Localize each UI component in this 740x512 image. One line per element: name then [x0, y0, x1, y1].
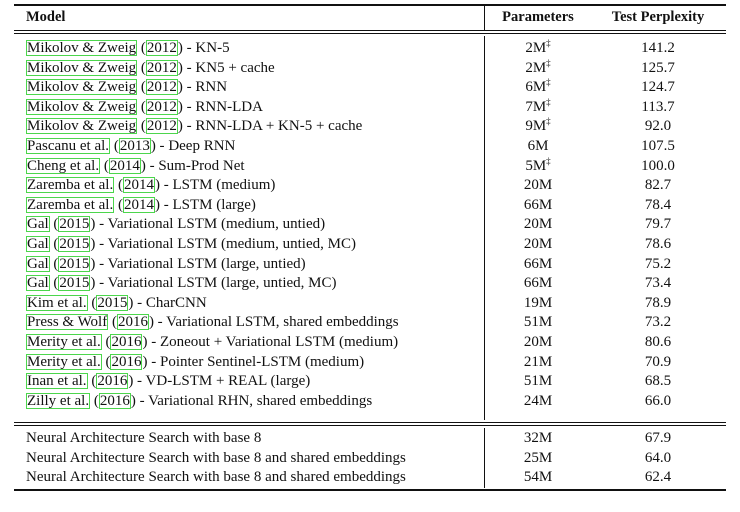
- model-description: KN5 + cache: [195, 59, 275, 76]
- table-row: [14, 39, 726, 58]
- table-row: [14, 137, 726, 156]
- citation-author-link[interactable]: Mikolov & Zweig: [27, 98, 137, 115]
- table-row: [14, 313, 726, 332]
- parameters-value: 51M: [523, 373, 553, 390]
- model-description: Variational LSTM (large, untied, MC): [107, 275, 337, 292]
- parameters-cell: [490, 176, 586, 195]
- perplexity-cell: 107.5: [641, 138, 675, 154]
- parameters-value: 20M: [523, 216, 553, 233]
- parameters-value: 24M: [523, 392, 553, 409]
- header-rule-1: [14, 30, 726, 31]
- citation-year-link[interactable]: 2014: [109, 157, 140, 174]
- perplexity-cell: 75.2: [644, 255, 672, 272]
- perplexity-cell: 67.9: [644, 430, 672, 446]
- citation-year-link[interactable]: 2015: [59, 216, 90, 233]
- model-cell: Zaremba et al. (2014) - LSTM (medium): [27, 177, 276, 194]
- header-rule-2: [14, 33, 726, 34]
- parameters-value: 9M: [525, 118, 547, 135]
- header-parameters: Parameters: [502, 9, 574, 25]
- parameters-value: 6M: [525, 79, 547, 96]
- parameters-value: 20M: [523, 236, 553, 252]
- perplexity-cell: 79.7: [644, 216, 672, 233]
- citation-year-link[interactable]: 2012: [146, 40, 177, 56]
- model-description: RNN-LDA + KN-5 + cache: [195, 118, 363, 135]
- footnote-mark: ‡: [546, 155, 551, 166]
- perplexity-cell: 78.9: [644, 294, 672, 311]
- perplexity-cell: 113.7: [641, 98, 675, 115]
- parameters-cell: [490, 215, 586, 234]
- model-cell: Mikolov & Zweig (2012) - RNN-LDA: [27, 98, 263, 115]
- citation-author-link[interactable]: Zaremba et al.: [27, 177, 114, 194]
- table-row: [14, 294, 726, 313]
- table-row: [14, 274, 726, 293]
- parameters-value: 2M: [525, 59, 547, 76]
- citation-author-link[interactable]: Zilly et al.: [27, 392, 90, 409]
- parameters-cell: 54M: [523, 469, 553, 486]
- parameters-cell: [490, 235, 586, 254]
- parameters-cell: [490, 157, 586, 176]
- parameters-cell: [490, 392, 586, 411]
- footnote-mark: ‡: [546, 38, 551, 48]
- citation-author-link[interactable]: Gal: [27, 236, 49, 252]
- column-divider-header: [484, 5, 485, 30]
- parameters-cell: [490, 353, 586, 372]
- perplexity-cell: 124.7: [641, 79, 675, 96]
- table-row: [14, 392, 726, 411]
- model-description: Variational LSTM (large, untied): [107, 255, 306, 272]
- model-cell: Mikolov & Zweig (2012) - KN-5: [27, 40, 230, 56]
- table-row: [14, 429, 726, 448]
- perplexity-cell: 92.0: [644, 118, 672, 135]
- model-cell: Neural Architecture Search with base 8 and shared embeddings: [26, 449, 406, 466]
- model-description: VD-LSTM + REAL (large): [145, 373, 311, 390]
- table-row: [14, 255, 726, 274]
- parameters-cell: [490, 294, 586, 313]
- parameters-value: 19M: [523, 294, 553, 311]
- citation-author-link[interactable]: Pascanu et al.: [27, 138, 110, 154]
- table-row: [14, 98, 726, 117]
- model-description: RNN-LDA: [195, 98, 263, 115]
- table-row: [14, 372, 726, 391]
- citation-author-link[interactable]: Inan et al.: [27, 373, 87, 390]
- top-rule: [14, 4, 726, 6]
- citation-year-link[interactable]: 2015: [97, 294, 128, 311]
- footnote-mark: ‡: [546, 77, 551, 88]
- model-description: KN-5: [195, 40, 230, 56]
- table-row: [14, 196, 726, 215]
- citation-author-link[interactable]: Kim et al.: [27, 294, 87, 311]
- parameters-value: 66M: [523, 275, 553, 292]
- parameters-cell: [490, 78, 586, 97]
- citation-year-link[interactable]: 2016: [111, 353, 142, 370]
- citation-author-link[interactable]: Gal: [27, 216, 49, 233]
- parameters-cell: [490, 59, 586, 78]
- table-row: [14, 78, 726, 97]
- model-description: Variational RHN, shared embeddings: [148, 392, 373, 409]
- model-cell: Press & Wolf (2016) - Variational LSTM, shared embeddings: [27, 314, 399, 331]
- table-row: [14, 449, 726, 468]
- parameters-value: 7M: [525, 98, 547, 115]
- parameters-cell: [490, 274, 586, 293]
- model-cell: Kim et al. (2015) - CharCNN: [27, 294, 207, 311]
- model-cell: Merity et al. (2016) - Zoneout + Variational LSTM (medium): [27, 334, 399, 350]
- perplexity-cell: 80.6: [644, 334, 672, 350]
- citation-year-link[interactable]: 2012: [146, 118, 177, 135]
- header-row: [14, 8, 726, 27]
- header-model: Model: [26, 9, 66, 25]
- perplexity-cell: 70.9: [644, 353, 672, 370]
- model-cell: Pascanu et al. (2013) - Deep RNN: [27, 138, 236, 154]
- citation-author-link[interactable]: Mikolov & Zweig: [27, 118, 137, 135]
- citation-year-link[interactable]: 2016: [97, 373, 128, 390]
- perplexity-cell: 78.6: [644, 236, 672, 252]
- citation-author-link[interactable]: Gal: [27, 255, 49, 272]
- citation-year-link[interactable]: 2012: [146, 98, 177, 115]
- parameters-value: 2M: [525, 40, 547, 56]
- citation-year-link[interactable]: 2015: [59, 236, 90, 252]
- citation-author-link[interactable]: Merity et al.: [27, 353, 101, 370]
- group-rule-2: [14, 425, 726, 426]
- table-row: [14, 333, 726, 352]
- model-description: LSTM (medium): [172, 177, 276, 194]
- perplexity-cell: 82.7: [644, 177, 672, 194]
- parameters-value: 5M: [525, 157, 547, 174]
- citation-year-link[interactable]: 2016: [117, 314, 148, 331]
- model-description: RNN: [195, 79, 228, 96]
- bottom-rule: [14, 489, 726, 491]
- model-description: Deep RNN: [168, 138, 236, 154]
- model-cell: Mikolov & Zweig (2012) - RNN-LDA + KN-5 + cache: [27, 118, 363, 135]
- model-cell: Gal (2015) - Variational LSTM (medium, untied): [27, 216, 326, 233]
- citation-year-link[interactable]: 2014: [123, 196, 154, 213]
- model-cell: Gal (2015) - Variational LSTM (medium, untied, MC): [27, 236, 356, 252]
- parameters-cell: [490, 333, 586, 352]
- model-cell: Cheng et al. (2014) - Sum-Prod Net: [27, 157, 245, 174]
- table-row: [14, 468, 726, 487]
- model-cell: Zilly et al. (2016) - Variational RHN, shared embeddings: [27, 392, 373, 409]
- parameters-cell: [490, 196, 586, 215]
- model-cell: Gal (2015) - Variational LSTM (large, untied): [27, 255, 306, 272]
- model-cell: Merity et al. (2016) - Pointer Sentinel-LSTM (medium): [27, 353, 365, 370]
- perplexity-cell: 62.4: [644, 469, 672, 486]
- table-row: [14, 353, 726, 372]
- citation-year-link[interactable]: 2016: [111, 334, 142, 350]
- perplexity-cell: 73.2: [644, 314, 672, 331]
- header-test-perplexity: Test Perplexity: [611, 9, 705, 25]
- parameters-value: 20M: [523, 334, 553, 350]
- citation-author-link[interactable]: Zaremba et al.: [27, 196, 114, 213]
- parameters-cell: 25M: [523, 449, 553, 466]
- model-cell: Mikolov & Zweig (2012) - RNN: [27, 79, 228, 96]
- table-row: [14, 176, 726, 195]
- model-cell: Neural Architecture Search with base 8 and shared embeddings: [26, 469, 406, 486]
- parameters-value: 6M: [527, 138, 549, 154]
- citation-year-link[interactable]: 2015: [59, 255, 90, 272]
- table-row: [14, 235, 726, 254]
- model-description: Zoneout + Variational LSTM (medium): [159, 334, 399, 350]
- model-description: LSTM (large): [172, 196, 256, 213]
- table-row: [14, 59, 726, 78]
- perplexity-cell: 100.0: [641, 157, 675, 174]
- column-divider-group2: [484, 428, 485, 488]
- model-description: Variational LSTM (medium, untied, MC): [107, 236, 356, 252]
- footnote-mark: ‡: [546, 57, 551, 68]
- citation-author-link[interactable]: Mikolov & Zweig: [27, 79, 137, 96]
- column-divider-group1: [484, 36, 485, 420]
- citation-author-link[interactable]: Press & Wolf: [27, 314, 108, 331]
- citation-year-link[interactable]: 2012: [146, 79, 177, 96]
- perplexity-cell: 141.2: [641, 40, 675, 56]
- parameters-cell: [490, 39, 586, 58]
- citation-year-link[interactable]: 2015: [59, 275, 90, 292]
- parameters-value: 21M: [523, 353, 553, 370]
- model-cell: Neural Architecture Search with base 8: [26, 430, 262, 446]
- citation-author-link[interactable]: Gal: [27, 275, 49, 292]
- footnote-mark: ‡: [546, 116, 551, 127]
- table-row: [14, 157, 726, 176]
- perplexity-cell: 68.5: [644, 373, 672, 390]
- citation-year-link[interactable]: 2016: [99, 392, 130, 409]
- group-rule-1: [14, 422, 726, 423]
- citation-author-link[interactable]: Mikolov & Zweig: [27, 40, 137, 56]
- citation-year-link[interactable]: 2012: [146, 59, 177, 76]
- parameters-cell: [490, 98, 586, 117]
- perplexity-cell: 64.0: [644, 449, 672, 466]
- model-description: CharCNN: [145, 294, 207, 311]
- parameters-value: 66M: [523, 196, 553, 213]
- table-row: [14, 117, 726, 136]
- parameters-cell: [490, 313, 586, 332]
- parameters-value: 66M: [523, 255, 553, 272]
- model-cell: Gal (2015) - Variational LSTM (large, untied, MC): [27, 275, 337, 292]
- footnote-mark: ‡: [546, 96, 551, 107]
- parameters-cell: 32M: [523, 430, 553, 446]
- table-row: [14, 215, 726, 234]
- citation-author-link[interactable]: Cheng et al.: [27, 157, 100, 174]
- parameters-cell: [490, 372, 586, 391]
- parameters-cell: [490, 137, 586, 156]
- citation-year-link[interactable]: 2013: [119, 138, 150, 154]
- citation-year-link[interactable]: 2014: [123, 177, 154, 194]
- model-cell: Mikolov & Zweig (2012) - KN5 + cache: [27, 59, 275, 76]
- perplexity-cell: 78.4: [644, 196, 672, 213]
- model-description: Variational LSTM, shared embeddings: [166, 314, 399, 331]
- perplexity-cell: 125.7: [641, 59, 675, 76]
- parameters-cell: [490, 255, 586, 274]
- perplexity-cell: 73.4: [644, 275, 672, 292]
- model-cell: Zaremba et al. (2014) - LSTM (large): [27, 196, 256, 213]
- citation-author-link[interactable]: Merity et al.: [27, 334, 101, 350]
- parameters-cell: [490, 117, 586, 136]
- model-description: Pointer Sentinel-LSTM (medium): [159, 353, 365, 370]
- model-description: Variational LSTM (medium, untied): [107, 216, 326, 233]
- parameters-value: 51M: [523, 314, 553, 331]
- model-cell: Inan et al. (2016) - VD-LSTM + REAL (large): [27, 373, 311, 390]
- model-description: Sum-Prod Net: [158, 157, 245, 174]
- perplexity-cell: 66.0: [644, 392, 672, 409]
- citation-author-link[interactable]: Mikolov & Zweig: [27, 59, 137, 76]
- parameters-value: 20M: [523, 177, 553, 194]
